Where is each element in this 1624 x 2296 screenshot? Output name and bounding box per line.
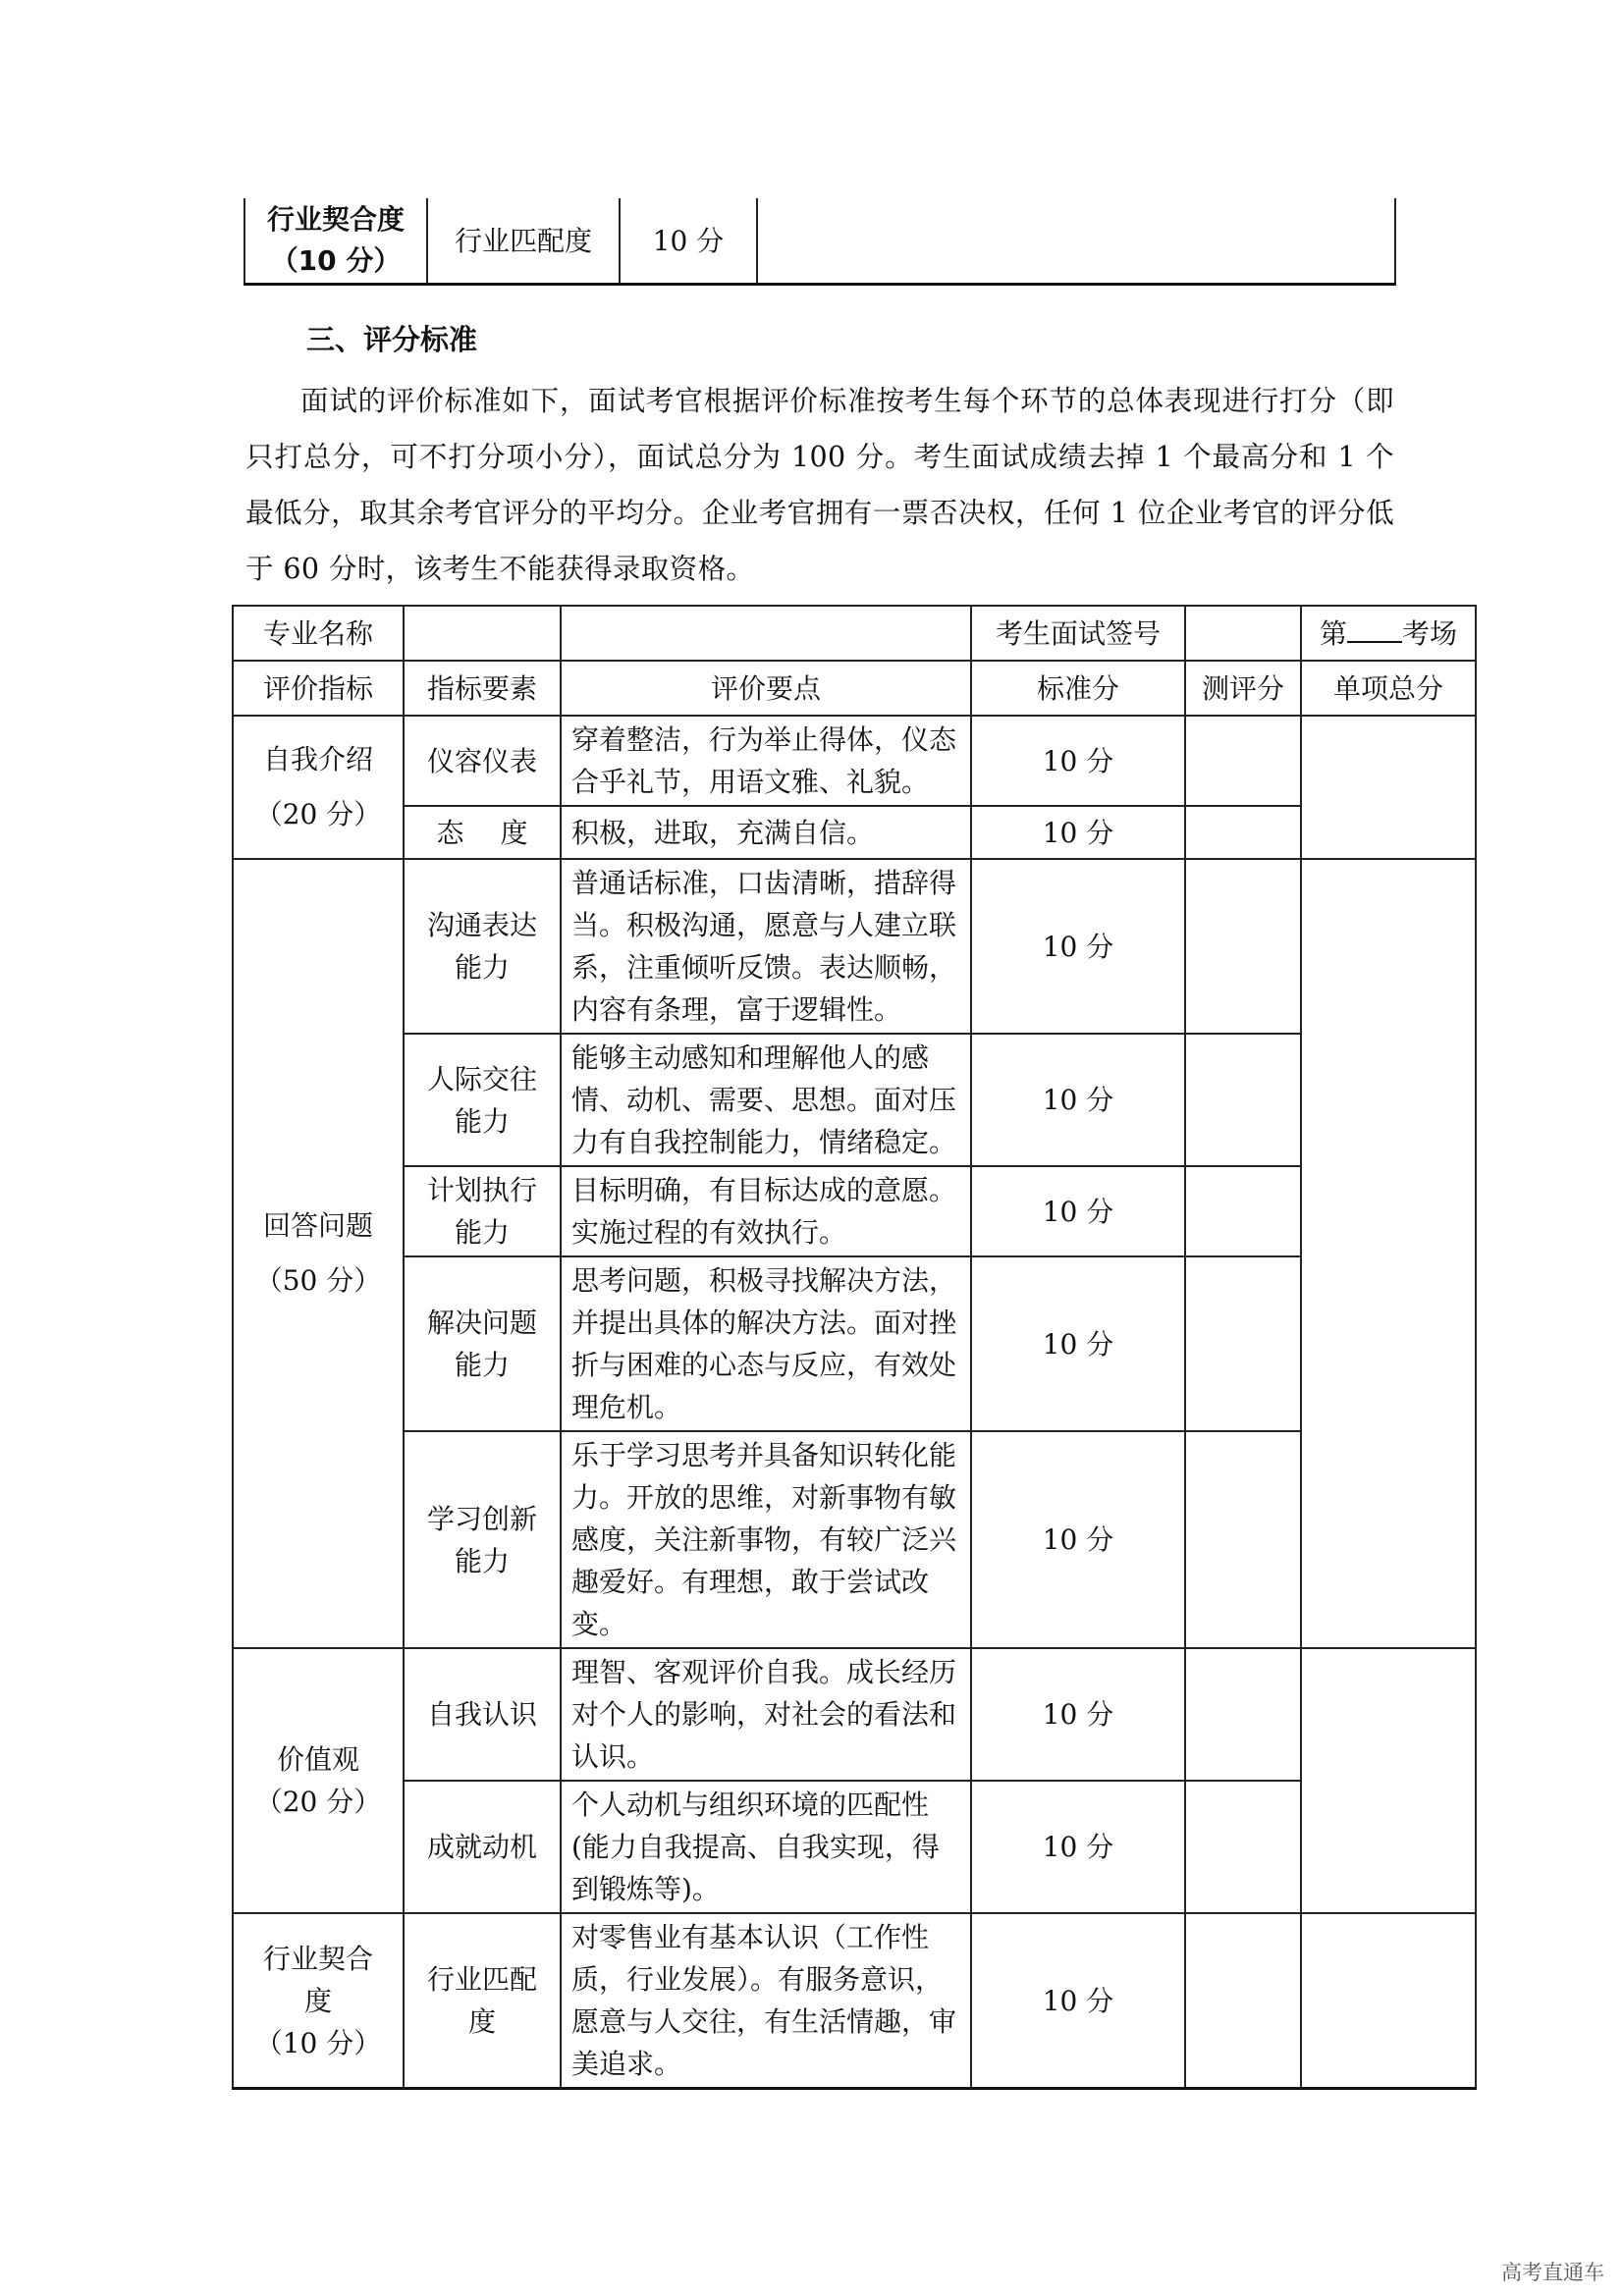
element-cell: 成就动机 [404, 1781, 561, 1913]
header-measured: 测评分 [1185, 661, 1301, 716]
header-points: 评价要点 [561, 661, 971, 716]
category-cell: 行业契合度 （10 分） [244, 198, 427, 285]
table-row [233, 1256, 1476, 1431]
category-cell: 行业契合 度 （10 分） [233, 1913, 404, 2089]
element-cell: 解决问题 能力 [404, 1256, 561, 1431]
measured-score-input[interactable] [1185, 1913, 1301, 2089]
element-cell: 行业匹配 度 [404, 1913, 561, 2089]
major-name-label: 专业名称 [233, 606, 404, 661]
element-cell: 行业匹配度 [427, 198, 620, 285]
header-element: 指标要素 [404, 661, 561, 716]
score-cell: 10 分 [971, 1166, 1185, 1256]
score-cell: 10 分 [971, 1431, 1185, 1648]
score-cell: 10 分 [971, 1034, 1185, 1166]
top-partial-table [244, 198, 1396, 286]
table-header-row [233, 606, 1476, 661]
measured-score-input[interactable] [1185, 1648, 1301, 1781]
score-cell: 10 分 [971, 1256, 1185, 1431]
sign-number-value[interactable] [1185, 606, 1301, 661]
measured-score-input[interactable] [1185, 806, 1301, 859]
item-total-input[interactable] [1301, 716, 1476, 859]
room-prefix: 第 [1319, 616, 1347, 650]
room-suffix: 考场 [1402, 616, 1458, 650]
exam-room-cell[interactable] [1301, 606, 1476, 661]
category-cell: 自我介绍 （20 分） [233, 716, 404, 859]
measured-score-input[interactable] [1185, 716, 1301, 806]
section-heading: 三、评分标准 [306, 323, 478, 356]
sign-number-label: 考生面试签号 [971, 606, 1185, 661]
item-total-input[interactable] [1301, 1913, 1476, 2089]
element-cell: 自我认识 [404, 1648, 561, 1781]
item-total-input[interactable] [1301, 1648, 1476, 1913]
major-name-value[interactable] [404, 606, 561, 661]
category-cell: 价值观 （20 分） [233, 1648, 404, 1913]
table-row [233, 716, 1476, 806]
table-row [233, 1781, 1476, 1913]
table-row [233, 1034, 1476, 1166]
table-row [233, 806, 1476, 859]
measured-score-input[interactable] [1185, 1034, 1301, 1166]
element-cell: 人际交往 能力 [404, 1034, 561, 1166]
measured-score-input[interactable] [1185, 1256, 1301, 1431]
table-row [244, 198, 1395, 285]
score-cell: 10 分 [971, 716, 1185, 806]
element-cell: 态 度 [404, 806, 561, 859]
header-total: 单项总分 [1301, 661, 1476, 716]
points-cell: 积极，进取，充满自信。 [561, 806, 971, 859]
measured-score-input[interactable] [1185, 1781, 1301, 1913]
points-cell: 对零售业有基本认识（工作性质，行业发展）。有服务意识，愿意与人交往，有生活情趣，审美追求。 [561, 1913, 971, 2089]
element-cell: 计划执行 能力 [404, 1166, 561, 1256]
points-cell: 思考问题，积极寻找解决方法，并提出具体的解决方法。面对挫折与困难的心态与反应，有效处理危机。 [561, 1256, 971, 1431]
table-row [233, 1166, 1476, 1256]
score-cell: 10 分 [971, 1913, 1185, 2089]
points-cell: 目标明确，有目标达成的意愿。实施过程的有效执行。 [561, 1166, 971, 1256]
score-cell: 10 分 [971, 1648, 1185, 1781]
table-row [233, 1648, 1476, 1781]
points-cell: 普通话标准，口齿清晰，措辞得当。积极沟通，愿意与人建立联系，注重倾听反馈。表达顺畅，内容有条理，富于逻辑性。 [561, 859, 971, 1034]
table-row [233, 1431, 1476, 1648]
points-cell: 穿着整洁，行为举止得体，仪态合乎礼节，用语文雅、礼貌。 [561, 716, 971, 806]
measured-score-input[interactable] [1185, 859, 1301, 1034]
blank-cell [561, 606, 971, 661]
score-cell: 10 分 [971, 1781, 1185, 1913]
points-cell [757, 198, 1395, 285]
element-cell: 仪容仪表 [404, 716, 561, 806]
item-total-input[interactable] [1301, 859, 1476, 1648]
measured-score-input[interactable] [1185, 1166, 1301, 1256]
table-row [233, 1913, 1476, 2089]
score-cell: 10 分 [971, 859, 1185, 1034]
category-cell: 回答问题 （50 分） [233, 859, 404, 1648]
score-cell: 10 分 [971, 806, 1185, 859]
room-number-blank[interactable] [1347, 614, 1402, 643]
table-row [233, 859, 1476, 1034]
header-standard: 标准分 [971, 661, 1185, 716]
header-indicator: 评价指标 [233, 661, 404, 716]
element-cell: 沟通表达 能力 [404, 859, 561, 1034]
intro-paragraph: 面试的评价标准如下，面试考官根据评价标准按考生每个环节的总体表现进行打分（即只打总分，可不打分项小分），面试总分为 100 分。考生面试成绩去掉 1 个最高分和 1 个最低分，取其余考官评分的平均分。企业考官拥有一票否决权，任何 1 位企业考官的评分低于 60 分时，该考生不能获得录取资格。 [245, 385, 1394, 585]
points-cell: 能够主动感知和理解他人的感情、动机、需要、思想。面对压力有自我控制能力，情绪稳定。 [561, 1034, 971, 1166]
watermark: 高考直通车 [1501, 2261, 1604, 2284]
element-cell: 学习创新 能力 [404, 1431, 561, 1648]
scoring-table [232, 605, 1477, 2090]
points-cell: 个人动机与组织环境的匹配性(能力自我提高、自我实现，得到锻炼等)。 [561, 1781, 971, 1913]
points-cell: 理智、客观评价自我。成长经历对个人的影响，对社会的看法和认识。 [561, 1648, 971, 1781]
score-cell: 10 分 [620, 198, 757, 285]
table-header-row [233, 661, 1476, 716]
points-cell: 乐于学习思考并具备知识转化能力。开放的思维，对新事物有敏感度，关注新事物，有较广泛兴趣爱好。有理想，敢于尝试改变。 [561, 1431, 971, 1648]
measured-score-input[interactable] [1185, 1431, 1301, 1648]
